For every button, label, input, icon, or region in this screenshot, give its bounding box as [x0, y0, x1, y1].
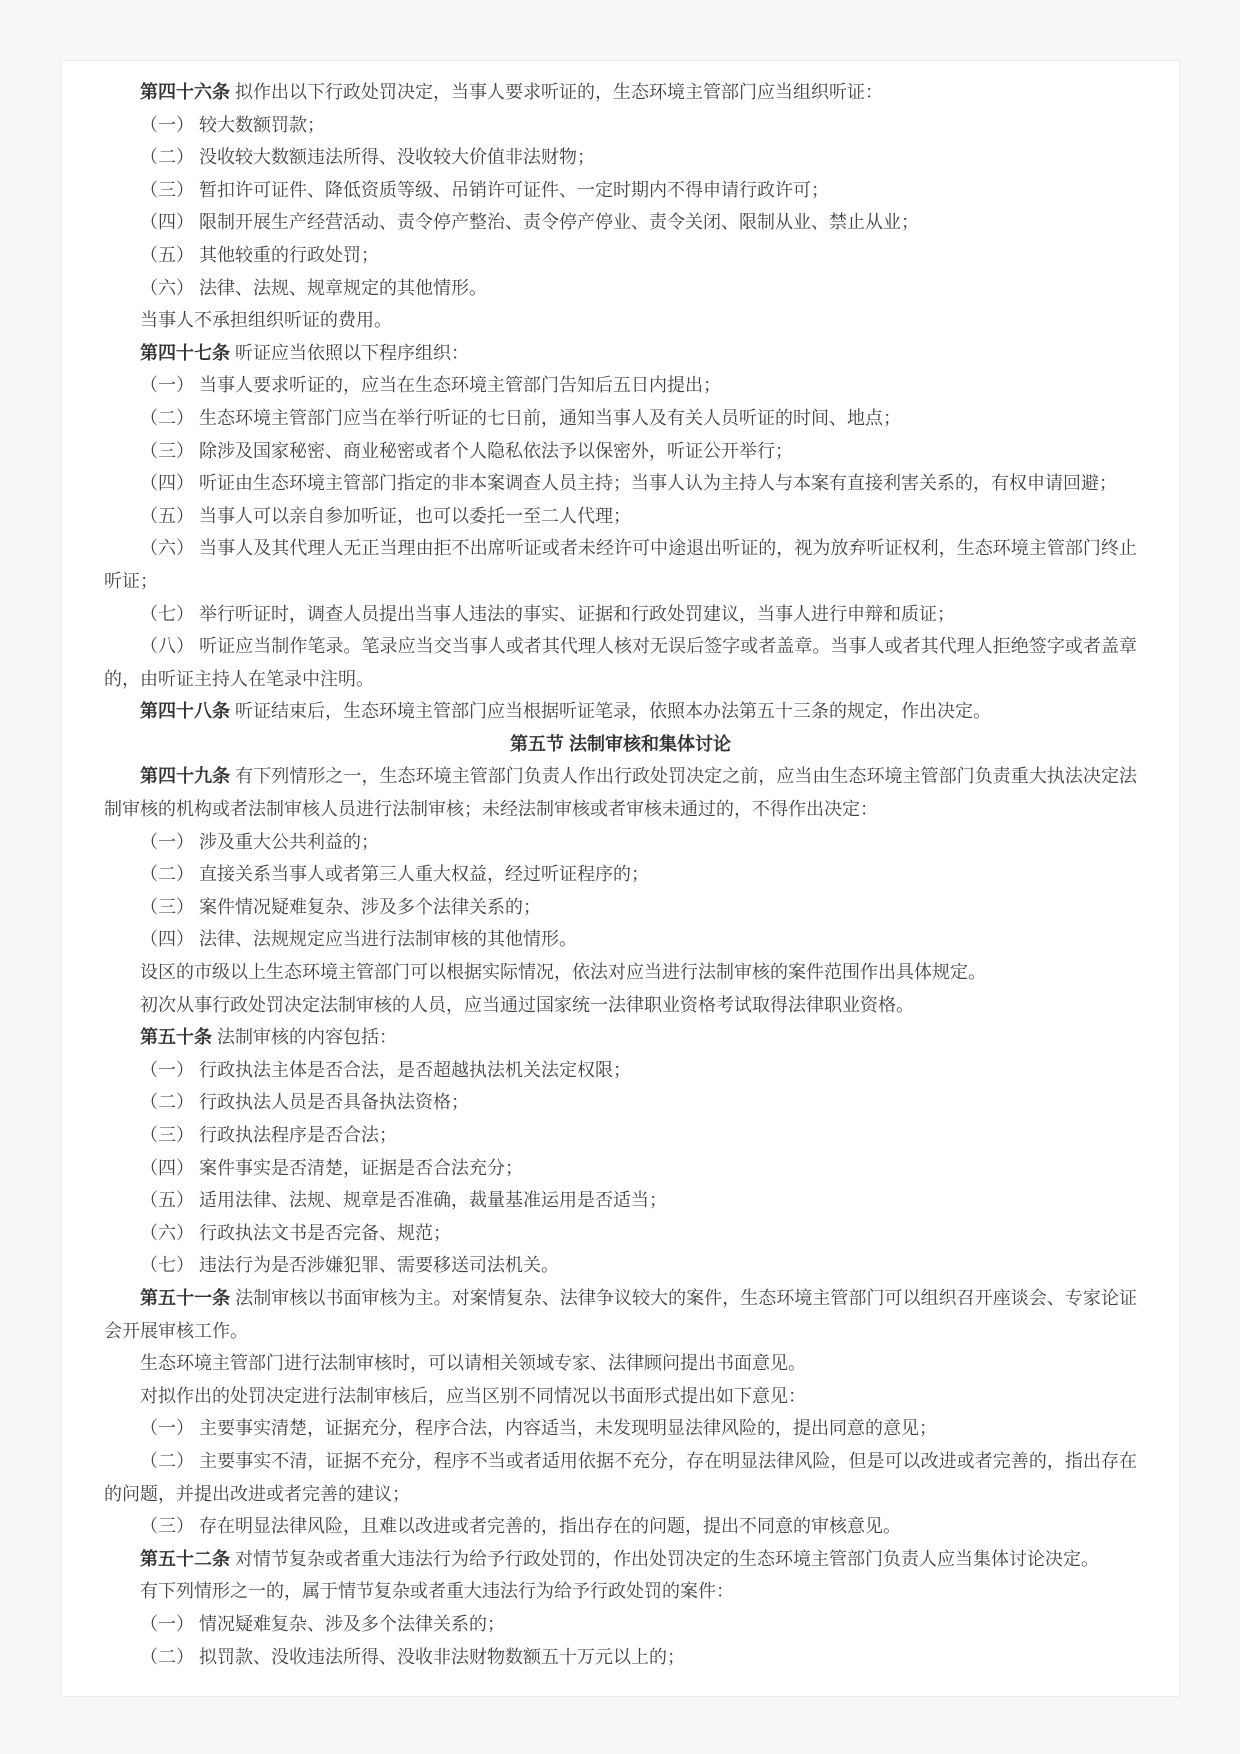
list-item: （七） 违法行为是否涉嫌犯罪、需要移送司法机关。 [140, 1255, 559, 1276]
list-item: （四） 听证由生态环境主管部门指定的非本案调查人员主持；当事人认为主持人与本案有直接利害关系的，有权申请回避； [140, 473, 1117, 494]
article-number: 第五十一条 [140, 1287, 231, 1308]
article-number: 第四十七条 [140, 342, 230, 363]
list-item: （六） 行政执法文书是否完备、规范； [140, 1222, 451, 1243]
paragraph: 设区的市级以上生态环境主管部门可以根据实际情况，依法对应当进行法制审核的案件范围作出具体规定。 [140, 962, 986, 983]
list-item: （五） 当事人可以亲自参加听证，也可以委托一至二人代理； [140, 505, 631, 526]
list-item: （二） 主要事实不清，证据不充分，程序不当或者适用依据不充分，存在明显法律风险，但是可以改进或者完善的，指出存在的问题，并提出改进或者完善的建议； [104, 1450, 1137, 1504]
article-number: 第五十二条 [140, 1548, 230, 1569]
paragraph: 对拟作出的处罚决定进行法制审核后，应当区别不同情况以书面形式提出如下意见： [140, 1385, 806, 1406]
article-paragraph: 第五十条 法制审核的内容包括： [140, 1027, 397, 1048]
article-paragraph: 第四十八条 听证结束后，生态环境主管部门应当根据听证笔录，依照本办法第五十三条的规定，作出决定。 [140, 701, 991, 722]
list-item: （四） 案件事实是否清楚，证据是否合法充分； [140, 1157, 523, 1178]
article-paragraph: 第五十二条 对情节复杂或者重大违法行为给予行政处罚的，作出处罚决定的生态环境主管部门负责人应当集体讨论决定。 [140, 1548, 1099, 1569]
list-item: （一） 涉及重大公共利益的； [140, 831, 379, 852]
list-item: （三） 存在明显法律风险，且难以改进或者完善的，指出存在的问题，提出不同意的审核意见。 [140, 1516, 901, 1537]
list-item: （六） 当事人及其代理人无正当理由拒不出席听证或者未经许可中途退出听证的，视为放弃听证权利，生态环境主管部门终止听证； [104, 538, 1137, 591]
list-item: （三） 暂扣许可证件、降低资质等级、吊销许可证件、一定时期内不得申请行政许可； [140, 179, 829, 200]
list-item: （一） 行政执法主体是否合法，是否超越执法机关法定权限； [140, 1059, 631, 1080]
list-item: （五） 其他较重的行政处罚； [140, 244, 379, 265]
article-number: 第四十六条 [140, 82, 230, 102]
paragraph: 生态环境主管部门进行法制审核时，可以请相关领域专家、法律顾问提出书面意见。 [140, 1353, 806, 1374]
article-paragraph: 第五十一条 法制审核以书面审核为主。对案情复杂、法律争议较大的案件，生态环境主管部门可以组织召开座谈会、专家论证会开展审核工作。 [104, 1287, 1138, 1341]
document-page [61, 60, 1180, 1697]
list-item: （二） 行政执法人员是否具备执法资格； [140, 1092, 469, 1113]
article-paragraph: 第四十六条 拟作出以下行政处罚决定，当事人要求听证的，生态环境主管部门应当组织听证： [140, 82, 883, 102]
paragraph: 有下列情形之一的，属于情节复杂或者重大违法行为给予行政处罚的案件： [140, 1581, 734, 1602]
article-paragraph: 第四十七条 听证应当依照以下程序组织： [140, 342, 469, 363]
article-number: 第四十八条 [140, 701, 230, 722]
list-item: （七） 举行听证时，调查人员提出当事人违法的事实、证据和行政处罚建议，当事人进行申辩和质证； [140, 603, 955, 624]
article-number: 第五十条 [140, 1027, 212, 1048]
paragraph: 初次从事行政处罚决定法制审核的人员，应当通过国家统一法律职业资格考试取得法律职业资格。 [140, 994, 914, 1015]
section-heading: 第五节 法制审核和集体讨论 [510, 733, 731, 754]
paragraph: 当事人不承担组织听证的费用。 [140, 310, 392, 331]
list-item: （四） 法律、法规规定应当进行法制审核的其他情形。 [140, 929, 577, 950]
list-item: （四） 限制开展生产经营活动、责令停产整治、责令停产停业、责令关闭、限制从业、禁止从业； [140, 212, 919, 233]
list-item: （三） 除涉及国家秘密、商业秘密或者个人隐私依法予以保密外，听证公开举行； [140, 440, 793, 461]
list-item: （一） 较大数额罚款； [140, 114, 325, 135]
list-item: （八） 听证应当制作笔录。笔录应当交当事人或者其代理人核对无误后签字或者盖章。当事人或者其代理人拒绝签字或者盖章的，由听证主持人在笔录中注明。 [104, 636, 1137, 689]
list-item: （二） 生态环境主管部门应当在举行听证的七日前，通知当事人及有关人员听证的时间、地点； [140, 407, 901, 428]
article-number: 第四十九条 [140, 766, 231, 787]
list-item: （二） 拟罚款、没收违法所得、没收非法财物数额五十万元以上的； [140, 1646, 685, 1667]
list-item: （二） 直接关系当事人或者第三人重大权益，经过听证程序的； [140, 864, 649, 885]
list-item: （六） 法律、法规、规章规定的其他情形。 [140, 277, 487, 298]
list-item: （三） 案件情况疑难复杂、涉及多个法律关系的； [140, 896, 541, 917]
article-paragraph: 第四十九条 有下列情形之一，生态环境主管部门负责人作出行政处罚决定之前，应当由生态环境主管部门负责重大执法决定法制审核的机构或者法制审核人员进行法制审核；未经法制审核或者审核未通过的，不得作出决定： [104, 766, 1138, 820]
list-item: （一） 情况疑难复杂、涉及多个法律关系的； [140, 1613, 505, 1634]
list-item: （二） 没收较大数额违法所得、没收较大价值非法财物； [140, 147, 595, 168]
list-item: （一） 主要事实清楚，证据充分，程序合法，内容适当，未发现明显法律风险的，提出同意的意见； [140, 1418, 937, 1439]
list-item: （一） 当事人要求听证的，应当在生态环境主管部门告知后五日内提出； [140, 375, 721, 396]
list-item: （五） 适用法律、法规、规章是否准确，裁量基准运用是否适当； [140, 1190, 667, 1211]
list-item: （三） 行政执法程序是否合法； [140, 1125, 397, 1145]
